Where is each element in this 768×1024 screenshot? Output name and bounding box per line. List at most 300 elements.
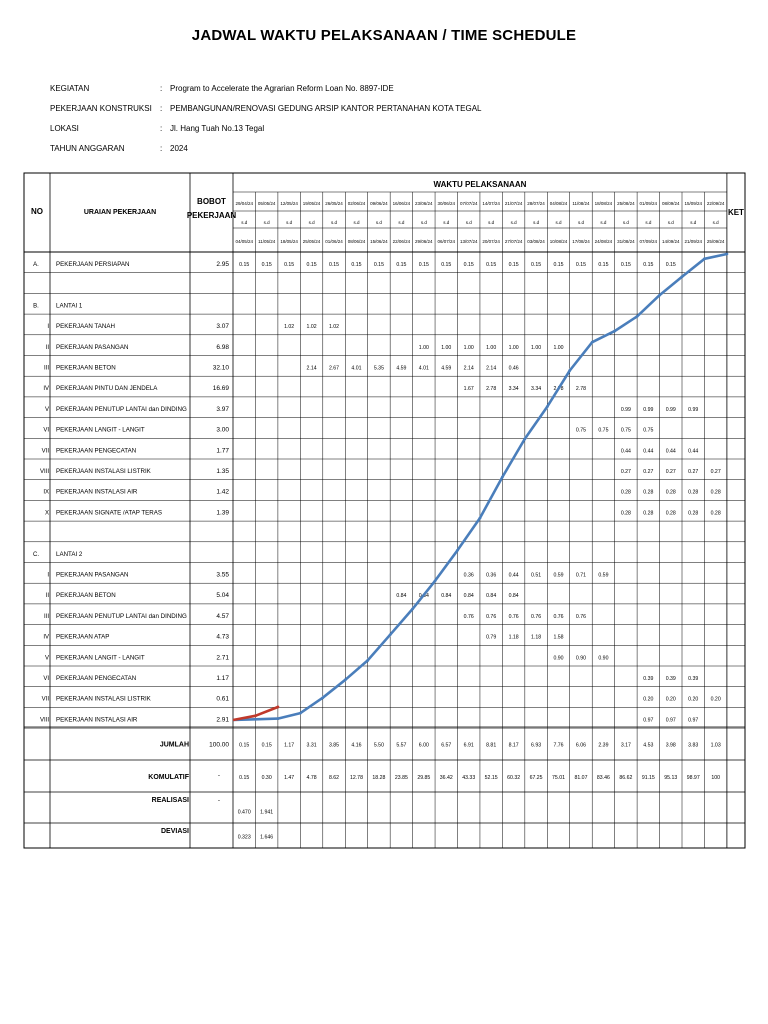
week-end-date: 06/07/24	[437, 239, 456, 244]
row-week-value: 2.67	[328, 365, 340, 372]
summary-week-value: 43.33	[462, 775, 476, 781]
week-sd: s.d	[645, 220, 652, 225]
plan-curve-point	[658, 294, 661, 297]
week-sd: s.d	[308, 220, 315, 225]
week-end-date: 25/09/24	[706, 239, 725, 244]
row-bobot: 5.04	[216, 592, 229, 600]
week-sd: s.d	[443, 220, 450, 225]
row-week-value: 0.28	[710, 510, 721, 517]
plan-curve-point	[389, 633, 392, 636]
row-week-value: 0.15	[575, 262, 587, 268]
row-week-value: 0.36	[463, 572, 474, 579]
row-week-value: 3.34	[508, 386, 519, 393]
row-week-value: 0.28	[620, 510, 631, 517]
summary-week-value: 3.17	[620, 742, 631, 749]
summary-week-value: 29.85	[417, 775, 431, 781]
plan-curve-point	[411, 607, 414, 610]
summary-week-value: 0.323	[237, 834, 251, 841]
row-week-value: 0.97	[688, 717, 699, 724]
plan-curve-point	[568, 369, 571, 372]
week-start-date: 05/05/24	[257, 201, 276, 206]
summary-week-value: 86.62	[619, 775, 633, 781]
row-week-value: 2.14	[463, 365, 474, 372]
row-week-value: 0.44	[508, 572, 519, 579]
week-start-date: 04/08/24	[549, 201, 568, 206]
header-waktu: WAKTU PELAKSANAAN	[433, 180, 527, 189]
summary-week-value: 3.85	[328, 742, 340, 749]
week-end-date: 29/06/24	[415, 239, 433, 244]
row-name: PEKERJAAN BETON	[56, 364, 116, 372]
summary-week-value: 3.83	[688, 742, 699, 749]
week-start-date: 18/08/24	[594, 201, 613, 206]
week-start-date: 29/04/24	[235, 201, 253, 206]
week-end-date: 17/08/24	[572, 239, 590, 244]
summary-week-value: 98.97	[686, 775, 700, 781]
week-end-date: 21/09/24	[684, 239, 702, 244]
row-week-value: 0.15	[643, 262, 654, 268]
week-sd: s.d	[622, 220, 629, 225]
row-bobot: 0.61	[216, 695, 229, 703]
summary-week-value: 0.15	[239, 742, 250, 749]
row-name: PEKERJAAN INSTALASI AIR	[56, 716, 138, 724]
summary-week-value: 0.30	[261, 775, 272, 781]
summary-week-value: 1.646	[260, 834, 274, 841]
row-week-value: 0.84	[463, 593, 474, 600]
summary-week-value: 4.16	[351, 742, 362, 749]
row-week-value: 0.76	[553, 613, 564, 620]
row-number: B.	[33, 303, 39, 310]
row-week-value: 0.27	[665, 469, 676, 475]
summary-week-value: 8.62	[328, 775, 340, 781]
week-start-date: 01/09/24	[639, 201, 658, 206]
row-bobot: 4.73	[216, 633, 229, 641]
row-number: VIII	[39, 469, 49, 475]
summary-label: REALISASI	[151, 797, 189, 804]
summary-label: KOMULATIF	[148, 774, 189, 781]
row-name: LANTAI 1	[56, 302, 83, 310]
info-value: 2024	[170, 144, 188, 153]
summary-week-value: 75.01	[552, 775, 566, 781]
row-week-value: 0.44	[620, 448, 631, 455]
summary-week-value: 5.57	[396, 742, 407, 749]
row-bobot: 3.00	[216, 426, 229, 434]
week-end-date: 13/07/24	[459, 239, 478, 244]
week-start-date: 21/07/24	[504, 201, 523, 206]
plan-curve-point	[501, 476, 504, 479]
row-week-value: 0.28	[643, 489, 654, 496]
plan-curve-point	[613, 330, 616, 333]
row-week-value: 4.01	[418, 365, 429, 372]
info-label: PEKERJAAN KONSTRUKSI	[50, 104, 152, 113]
row-week-value: 0.84	[396, 593, 407, 600]
row-week-value: 0.79	[486, 634, 497, 641]
week-end-date: 08/06/24	[347, 239, 366, 244]
row-name: PEKERJAAN LANGIT - LANGIT	[56, 426, 145, 434]
row-bobot: 3.55	[216, 571, 229, 579]
row-week-value: 0.28	[688, 510, 699, 517]
realisasi-curve-point	[254, 714, 257, 717]
week-start-date: 19/05/24	[302, 201, 321, 206]
week-sd: s.d	[375, 220, 382, 225]
week-sd: s.d	[577, 220, 584, 225]
row-name: PEKERJAAN PASANGAN	[56, 571, 129, 579]
row-week-value: 0.28	[665, 510, 676, 517]
week-sd: s.d	[353, 220, 360, 225]
row-bobot: 3.97	[216, 405, 229, 413]
week-start-date: 14/07/24	[482, 201, 500, 206]
week-end-date: 18/05/24	[280, 239, 298, 244]
summary-week-value: 18.28	[372, 775, 386, 781]
summary-week-value: 23.85	[394, 775, 408, 781]
week-sd: s.d	[533, 220, 540, 225]
row-week-value: 1.02	[306, 324, 317, 331]
week-start-date: 26/05/24	[325, 201, 343, 206]
row-week-value: 1.02	[284, 324, 295, 331]
row-name: PEKERJAAN PERSIAPAN	[56, 261, 130, 268]
week-end-date: 03/08/24	[527, 239, 545, 244]
row-week-value: 0.15	[508, 262, 519, 268]
row-number: IV	[43, 634, 49, 641]
summary-week-value: 36.42	[439, 775, 453, 781]
summary-week-value: 91.15	[641, 775, 655, 781]
week-sd: s.d	[398, 220, 405, 225]
row-week-value: 0.75	[620, 427, 631, 434]
week-start-date: 25/08/24	[617, 201, 635, 206]
row-week-value: 0.27	[688, 469, 699, 475]
row-number: V	[44, 655, 49, 662]
row-week-value: 3.34	[531, 386, 542, 393]
summary-bobot: 100.00	[209, 741, 229, 749]
summary-week-value: 3.98	[665, 742, 676, 749]
week-start-date: 07/07/24	[459, 201, 478, 206]
summary-week-value: 1.03	[710, 742, 721, 749]
plan-curve-point	[434, 579, 437, 582]
row-week-value: 1.00	[418, 344, 429, 351]
plan-curve-point	[321, 696, 324, 699]
plan-curve-point	[636, 315, 639, 318]
row-week-value: 0.39	[688, 676, 699, 682]
week-end-date: 07/09/24	[639, 239, 658, 244]
row-week-value: 0.15	[463, 262, 474, 268]
summary-week-value: 83.46	[596, 775, 610, 781]
row-bobot: 4.57	[216, 612, 229, 620]
row-week-value: 0.75	[598, 427, 609, 434]
plan-curve-point	[456, 549, 459, 552]
plan-curve-point	[546, 405, 549, 408]
row-bobot: 6.98	[216, 343, 229, 351]
summary-week-value: 67.25	[529, 775, 543, 781]
row-week-value: 0.15	[598, 262, 609, 268]
plan-curve-point	[591, 341, 594, 344]
summary-week-value: 100	[711, 775, 721, 781]
row-week-value: 1.02	[328, 324, 340, 331]
row-bobot: 2.71	[216, 654, 229, 662]
summary-week-value: 6.06	[575, 742, 587, 749]
week-sd: s.d	[555, 220, 562, 225]
row-name: PEKERJAAN INSTALASI AIR	[56, 488, 138, 496]
row-name: PEKERJAAN PASANGAN	[56, 343, 129, 351]
realisasi-curve-point	[277, 706, 280, 709]
plan-curve-point	[344, 678, 347, 681]
summary-week-value: 6.91	[463, 742, 474, 749]
week-end-date: 04/05/24	[235, 239, 253, 244]
row-week-value: 0.15	[261, 262, 272, 268]
week-start-date: 12/05/24	[280, 201, 298, 206]
row-bobot: 1.77	[216, 447, 229, 455]
row-week-value: 5.35	[373, 365, 384, 372]
row-week-value: 4.59	[441, 365, 452, 372]
info-label: TAHUN ANGGARAN	[50, 144, 125, 153]
summary-week-value: 8.81	[486, 742, 497, 749]
row-number: IX	[43, 489, 49, 496]
week-start-date: 23/06/24	[415, 201, 433, 206]
row-name: PEKERJAAN ATAP	[56, 633, 110, 641]
row-week-value: 4.59	[396, 365, 407, 372]
row-name: PEKERJAAN INSTALASI LISTRIK	[56, 695, 151, 703]
row-week-value: 0.44	[688, 448, 699, 455]
info-value: Program to Accelerate the Agrarian Reform Loan No. 8897-IDE	[170, 84, 394, 93]
week-sd: s.d	[667, 220, 674, 225]
row-week-value: 2.78	[486, 386, 497, 393]
plan-curve-point	[366, 659, 369, 662]
row-week-value: 1.18	[508, 634, 519, 641]
row-week-value: 1.18	[531, 634, 542, 641]
row-bobot: 1.35	[216, 468, 229, 475]
week-sd: s.d	[690, 220, 697, 225]
week-start-date: 11/08/24	[572, 201, 590, 206]
row-week-value: 0.15	[665, 262, 676, 268]
week-sd: s.d	[712, 220, 719, 225]
row-number: III	[43, 613, 49, 620]
row-week-value: 0.15	[306, 262, 317, 268]
row-week-value: 0.44	[665, 448, 676, 455]
row-number: A.	[33, 262, 39, 268]
row-week-value: 0.27	[643, 469, 654, 475]
summary-week-value: 0.470	[237, 809, 251, 816]
row-week-value: 0.15	[373, 262, 384, 268]
row-week-value: 0.97	[643, 717, 654, 724]
week-sd: s.d	[465, 220, 472, 225]
row-week-value: 1.00	[486, 344, 497, 351]
info-label: LOKASI	[50, 124, 79, 133]
info-colon: :	[160, 104, 163, 113]
week-end-date: 01/06/24	[325, 239, 343, 244]
info-value: PEMBANGUNAN/RENOVASI GEDUNG ARSIP KANTOR PERTANAHAN KOTA TEGAL	[170, 104, 482, 113]
week-sd: s.d	[286, 220, 293, 225]
row-week-value: 0.59	[598, 572, 609, 579]
row-week-value: 1.00	[441, 344, 452, 351]
row-bobot: 2.95	[216, 261, 229, 268]
row-bobot: 2.91	[216, 716, 229, 724]
summary-week-value: 5.50	[373, 742, 384, 749]
row-week-value: 0.20	[688, 696, 699, 703]
summary-week-value: 7.76	[553, 742, 564, 749]
summary-week-value: 1.17	[284, 742, 295, 749]
week-end-date: 22/06/24	[392, 239, 411, 244]
row-week-value: 0.39	[665, 676, 676, 682]
info-colon: :	[160, 124, 163, 133]
row-week-value: 0.76	[508, 613, 519, 620]
week-sd: s.d	[331, 220, 338, 225]
summary-bobot: -	[217, 772, 221, 779]
row-week-value: 1.67	[463, 386, 474, 393]
row-week-value: 0.44	[643, 448, 654, 455]
row-name: PEKERJAAN INSTALASI LISTRIK	[56, 468, 151, 475]
week-end-date: 10/08/24	[549, 239, 568, 244]
row-week-value: 1.00	[553, 344, 564, 351]
summary-week-value: 4.53	[643, 742, 654, 749]
row-name: PEKERJAAN PENUTUP LANTAI dan DINDING	[56, 612, 187, 620]
row-week-value: 0.99	[665, 406, 676, 413]
week-end-date: 25/05/24	[302, 239, 321, 244]
info-value: Jl. Hang Tuah No.13 Tegal	[170, 124, 265, 133]
row-week-value: 0.99	[643, 406, 654, 413]
summary-week-value: 6.93	[531, 742, 542, 749]
row-week-value: 0.59	[553, 572, 564, 579]
row-week-value: 0.20	[710, 696, 721, 703]
row-week-value: 0.39	[643, 676, 654, 682]
header-no: NO	[31, 207, 43, 216]
summary-week-value: 0.15	[239, 775, 250, 781]
row-number: II	[45, 593, 49, 600]
summary-week-value: 95.13	[664, 775, 678, 781]
week-start-date: 30/06/24	[437, 201, 456, 206]
row-number: V	[44, 406, 49, 413]
row-week-value: 2.78	[553, 386, 564, 393]
week-end-date: 11/05/24	[258, 239, 276, 244]
summary-week-value: 6.57	[441, 742, 452, 749]
week-sd: s.d	[510, 220, 517, 225]
plan-curve-point	[523, 438, 526, 441]
row-bobot: 1.17	[216, 675, 229, 682]
row-name: PEKERJAAN BETON	[56, 592, 116, 600]
row-week-value: 0.15	[553, 262, 564, 268]
summary-bobot: -	[217, 797, 221, 804]
row-number: VII	[41, 696, 49, 703]
row-bobot: 16.69	[212, 385, 229, 393]
summary-label: DEVIASI	[160, 828, 189, 835]
week-end-date: 20/07/24	[482, 239, 500, 244]
row-week-value: 0.75	[643, 427, 654, 434]
summary-week-value: 81.07	[574, 775, 588, 781]
row-week-value: 0.97	[665, 717, 676, 724]
plan-curve-point	[681, 275, 684, 278]
week-start-date: 08/09/24	[662, 201, 680, 206]
row-name: PEKERJAAN PINTU DAN JENDELA	[56, 385, 158, 393]
week-sd: s.d	[488, 220, 495, 225]
row-name: PEKERJAAN TANAH	[56, 323, 115, 331]
page-title: JADWAL WAKTU PELAKSANAAN / TIME SCHEDULE	[191, 27, 577, 44]
summary-label: JUMLAH	[159, 741, 189, 749]
header-uraian: URAIAN PEKERJAAN	[83, 209, 157, 216]
row-week-value: 0.28	[688, 489, 699, 496]
row-week-value: 0.71	[575, 572, 587, 579]
row-name: PEKERJAAN PENUTUP LANTAI dan DINDING	[56, 405, 187, 413]
row-week-value: 2.14	[306, 365, 317, 372]
row-week-value: 0.15	[486, 262, 497, 268]
row-week-value: 0.28	[665, 489, 676, 496]
row-bobot: 1.42	[216, 488, 229, 496]
row-week-value: 2.14	[486, 365, 497, 372]
row-bobot: 32.10	[212, 364, 229, 372]
row-week-value: 0.84	[418, 593, 429, 600]
plan-curve-point	[479, 517, 482, 520]
row-bobot: 1.39	[216, 509, 229, 517]
week-start-date: 02/06/24	[347, 201, 366, 206]
row-week-value: 0.20	[643, 696, 654, 703]
row-week-value: 0.75	[575, 427, 587, 434]
week-start-date: 22/09/24	[706, 201, 725, 206]
week-end-date: 31/08/24	[617, 239, 635, 244]
plan-curve-point	[277, 717, 280, 720]
week-end-date: 15/06/24	[370, 239, 388, 244]
row-week-value: 1.00	[508, 344, 519, 351]
plan-curve-point	[254, 718, 257, 721]
row-name: LANTAI 2	[56, 550, 83, 558]
row-number: VI	[43, 676, 49, 682]
summary-week-value: 0.15	[261, 742, 272, 749]
week-sd: s.d	[420, 220, 427, 225]
week-start-date: 15/09/24	[684, 201, 702, 206]
row-week-value: 0.15	[441, 262, 452, 268]
week-sd: s.d	[263, 220, 270, 225]
summary-week-value: 52.15	[484, 775, 498, 781]
plan-curve-point	[726, 253, 729, 256]
row-week-value: 0.84	[508, 593, 519, 600]
row-week-value: 0.84	[486, 593, 497, 600]
week-sd: s.d	[600, 220, 607, 225]
row-week-value: 0.76	[463, 613, 474, 620]
header-ket: KET	[727, 208, 744, 217]
row-week-value: 0.99	[620, 406, 631, 413]
summary-week-value: 1.941	[260, 809, 274, 816]
plan-curve-point	[299, 712, 302, 715]
row-week-value: 0.15	[620, 262, 631, 268]
info-colon: :	[160, 84, 163, 93]
week-sd: s.d	[241, 220, 248, 225]
row-week-value: 0.99	[688, 406, 699, 413]
row-week-value: 0.90	[553, 655, 564, 662]
header-bobot: BOBOT	[197, 197, 226, 206]
row-number: VIII	[39, 717, 49, 724]
row-week-value: 0.90	[575, 655, 587, 662]
row-name: PEKERJAAN PENGECATAN	[56, 675, 137, 682]
row-week-value: 0.76	[575, 613, 587, 620]
week-end-date: 14/09/24	[662, 239, 680, 244]
summary-week-value: 12.78	[349, 775, 363, 781]
summary-week-value: 1.47	[284, 775, 295, 781]
row-week-value: 0.76	[486, 613, 497, 620]
row-week-value: 0.20	[665, 696, 676, 703]
row-week-value: 0.27	[710, 469, 721, 475]
row-week-value: 0.90	[598, 655, 609, 662]
row-number: I	[47, 572, 49, 579]
row-number: I	[47, 324, 49, 331]
row-number: II	[45, 344, 49, 351]
row-number: VI	[43, 427, 49, 434]
row-week-value: 0.28	[710, 489, 721, 496]
summary-week-value: 3.31	[306, 742, 317, 749]
week-start-date: 16/06/24	[392, 201, 411, 206]
row-name: PEKERJAAN PENGECATAN	[56, 447, 137, 455]
row-week-value: 0.15	[328, 262, 340, 268]
row-bobot: 3.07	[216, 323, 229, 331]
info-colon: :	[160, 144, 163, 153]
plan-curve-point	[703, 257, 706, 260]
week-start-date: 09/06/24	[370, 201, 388, 206]
week-end-date: 24/08/24	[594, 239, 613, 244]
row-week-value: 0.15	[284, 262, 295, 268]
